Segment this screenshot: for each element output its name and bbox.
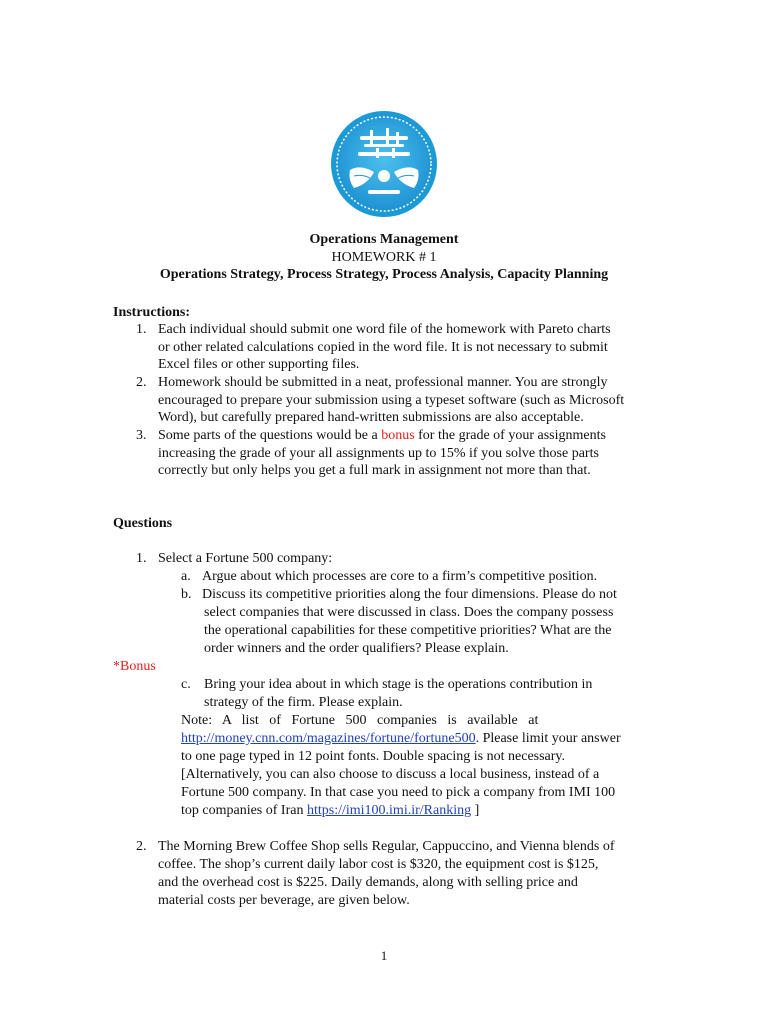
sub-label-c: c. xyxy=(181,677,191,692)
instructions-heading: Instructions: xyxy=(113,305,191,320)
list-number: 1. xyxy=(136,322,147,337)
imi100-link[interactable]: https://imi100.imi.ir/Ranking xyxy=(306,803,472,818)
sub-label-a: a. xyxy=(181,569,191,584)
questions-heading: Questions xyxy=(113,516,173,531)
instruction-line: Excel files or other supporting files. xyxy=(158,357,360,372)
page-number: 1 xyxy=(380,948,388,963)
text-segment: Some parts of the questions would be a xyxy=(158,428,382,443)
sub-text-a: Argue about which processes are core to a firm’s competitive position. xyxy=(202,569,598,584)
sub-text-b: order winners and the order qualifiers? Please explain. xyxy=(204,641,509,656)
course-title: Operations Management xyxy=(309,232,459,247)
sub-text-c: Bring your idea about in which stage is the operations contribution in xyxy=(204,677,593,692)
note-line: [Alternatively, you can also choose to discuss a local business, instead of a xyxy=(181,767,600,782)
note-line: Fortune 500 company. In that case you need to pick a company from IMI 100 xyxy=(181,785,616,800)
question-text: and the overhead cost is $225. Daily demands, along with selling price and xyxy=(158,875,578,890)
text-segment: . Please limit your answer xyxy=(475,731,621,746)
sub-text-b: select companies that were discussed in class. Does the company possess xyxy=(204,605,614,620)
sub-text-b: Discuss its competitive priorities along the four dimensions. Please do not xyxy=(202,587,617,602)
instruction-line: or other related calculations copied in the word file. It is not necessary to submit xyxy=(158,339,608,355)
university-logo xyxy=(330,110,438,218)
question-text: The Morning Brew Coffee Shop sells Regular, Cappuccino, and Vienna blends of xyxy=(158,839,615,854)
question-text: Select a Fortune 500 company: xyxy=(158,551,333,566)
question-number: 1. xyxy=(136,551,147,566)
instruction-line xyxy=(158,427,656,445)
text-segment: ] xyxy=(471,803,480,818)
fortune500-link[interactable]: http://money.cnn.com/magazines/fortune/fortune500 xyxy=(181,731,476,746)
instruction-line: Homework should be submitted in a neat, professional manner. You are strongly xyxy=(158,375,608,390)
note-line xyxy=(181,730,621,748)
instruction-line: increasing the grade of your all assignments up to 15% if you solve those parts xyxy=(158,445,599,461)
question-number: 2. xyxy=(136,839,147,854)
text-segment: top companies of Iran xyxy=(181,803,307,818)
homework-title: HOMEWORK # 1 xyxy=(331,250,437,265)
sub-text-b: the operational capabilities for these competitive priorities? What are the xyxy=(204,623,612,638)
sub-label-b: b. xyxy=(181,587,192,602)
list-number: 2. xyxy=(136,375,147,390)
sub-text-c: strategy of the firm. Please explain. xyxy=(204,695,403,710)
homework-subtitle: Operations Strategy, Process Strategy, Process Analysis, Capacity Planning xyxy=(159,267,609,282)
instruction-line: Each individual should submit one word file of the homework with Pareto charts xyxy=(158,322,611,337)
list-number: 3. xyxy=(136,428,147,443)
note-line: Note: A list of Fortune 500 companies is available at xyxy=(181,713,539,728)
bonus-word: bonus xyxy=(381,428,415,443)
instruction-line: correctly but only helps you get a full mark in assignment not more than that. xyxy=(158,463,591,478)
bonus-label: *Bonus xyxy=(113,659,156,674)
text-segment: for the grade of your assignments xyxy=(414,428,606,443)
instruction-line: encouraged to prepare your submission using a typeset software (such as Microsoft xyxy=(158,392,625,408)
note-line xyxy=(181,802,479,820)
question-text: coffee. The shop’s current daily labor cost is $320, the equipment cost is $125, xyxy=(158,857,599,872)
question-text: material costs per beverage, are given below. xyxy=(158,893,410,908)
note-line: to one page typed in 12 point fonts. Double spacing is not necessary. xyxy=(181,749,566,764)
instruction-line: Word), but carefully prepared hand-written submissions are also acceptable. xyxy=(158,410,584,425)
